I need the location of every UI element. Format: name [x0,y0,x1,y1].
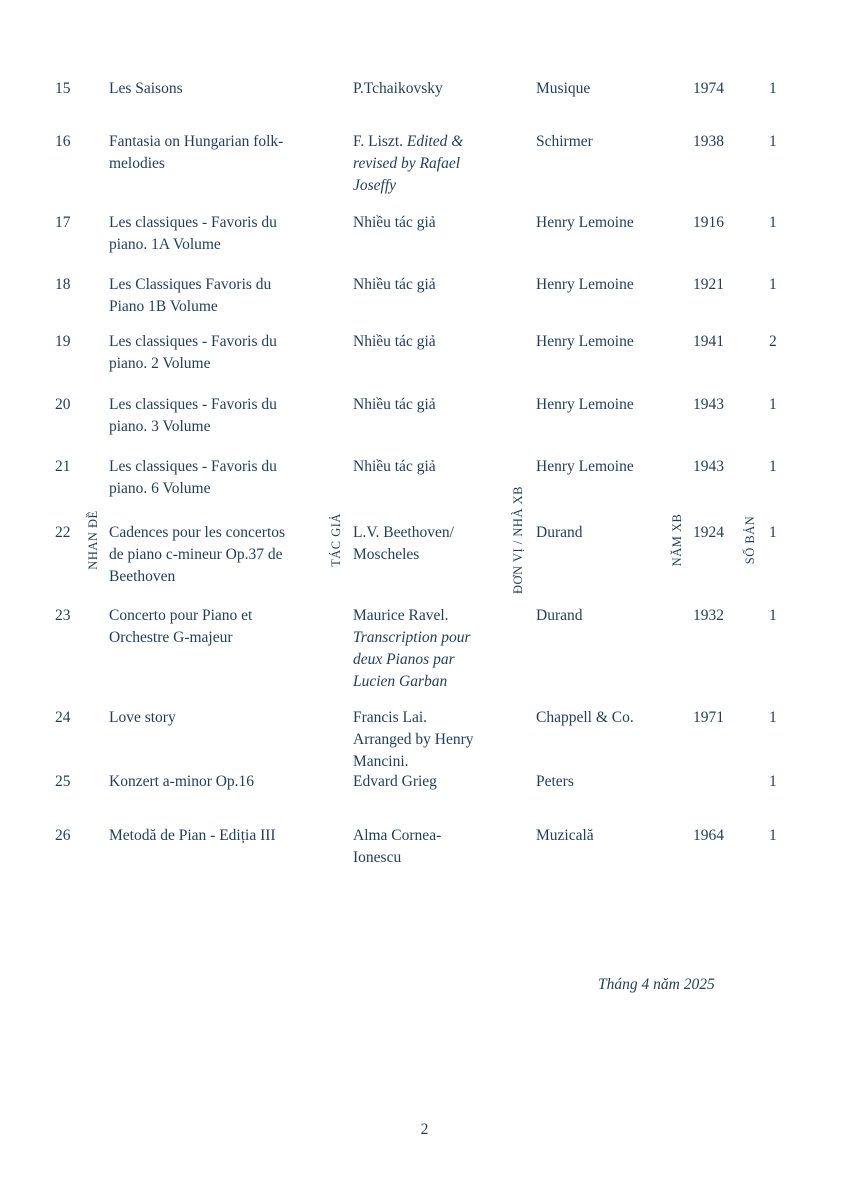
row-copies: 1 [769,396,777,413]
row-author-segment: revised by Rafael [353,155,461,172]
row-copies: 1 [769,773,777,790]
header-title-label: NHAN ĐỀ [86,510,100,570]
row-author-segment: Alma Cornea- [353,827,442,844]
row-title-line: Les classiques - Favoris du [109,214,277,231]
row-author-segment: Francis Lai. [353,709,428,726]
row-author-segment: Joseffy [353,177,397,194]
row-number: 16 [55,133,71,150]
row-author-line [353,605,449,627]
row-publisher: Schirmer [536,133,593,150]
row-copies: 1 [769,709,777,726]
row-publisher: Henry Lemoine [536,396,634,413]
row-year: 1938 [693,133,724,150]
row-author-segment: P.Tchaikovsky [353,80,443,97]
row-author-segment: Mancini. [353,753,409,770]
row-title-line: Piano 1B Volume [109,298,218,315]
row-author-line [353,212,436,234]
row-author-segment: Ionescu [353,849,402,866]
header-author-label: TÁC GIẢ [329,513,343,567]
row-author-segment: Lucien Garban [353,673,448,690]
row-title-line: Les classiques - Favoris du [109,333,277,350]
row-author-line [353,153,460,175]
row-publisher: Durand [536,607,583,624]
row-title-line: piano. 1A Volume [109,236,221,253]
row-author-segment: Nhiều tác giả [353,333,436,350]
row-year: 1916 [693,214,724,231]
row-number: 17 [55,214,71,231]
row-title-line: piano. 6 Volume [109,480,211,497]
row-title-line: Cadences pour les concertos [109,524,286,541]
row-publisher: Henry Lemoine [536,214,634,231]
row-title-line: Les Saisons [109,80,183,97]
row-year: 1974 [693,80,724,97]
row-author-segment: Edvard Grieg [353,773,437,790]
row-author-line [353,825,441,847]
row-number: 26 [55,827,71,844]
row-year: 1921 [693,276,724,293]
row-copies: 1 [769,80,777,97]
row-author-line [353,456,436,478]
row-author-segment: Edited & [406,133,464,150]
row-title-line: Les Classiques Favoris du [109,276,272,293]
row-publisher: Peters [536,773,574,790]
row-author-line [353,771,437,793]
row-author-segment: Arranged by Henry [353,731,474,748]
row-copies: 1 [769,133,777,150]
row-author-line [353,671,447,693]
row-author-line [353,544,419,566]
row-title-line: Concerto pour Piano et [109,607,253,624]
row-year: 1971 [693,709,724,726]
row-title-line: piano. 2 Volume [109,355,211,372]
row-author-line [353,729,474,751]
row-author-segment: Nhiều tác giả [353,276,436,293]
row-title-line: Fantasia on Hungarian folk- [109,133,284,150]
row-publisher: Henry Lemoine [536,458,634,475]
row-publisher: Henry Lemoine [536,333,634,350]
row-author-line [353,649,455,671]
row-title-line: Beethoven [109,568,176,585]
row-title-line: Love story [109,709,176,726]
row-copies: 2 [769,333,777,350]
row-publisher: Musique [536,80,591,97]
row-author-segment: deux Pianos par [353,651,455,668]
row-year: 1943 [693,458,724,475]
row-title-line: melodies [109,155,165,172]
row-year: 1943 [693,396,724,413]
row-author-segment: L.V. Beethoven/ [353,524,454,541]
row-number: 22 [55,524,71,541]
header-publisher-label: ĐƠN VỊ / NHÀ XB [511,486,525,594]
row-author-line [353,751,409,773]
row-number: 24 [55,709,71,726]
row-title-line: Orchestre G-majeur [109,629,233,646]
row-number: 15 [55,80,71,97]
row-title-line: Metodă de Pian - Ediția III [109,827,276,844]
row-title-line: Les classiques - Favoris du [109,396,277,413]
row-author-segment: Nhiều tác giả [353,458,436,475]
row-number: 19 [55,333,71,350]
header-year-label: NĂM XB [670,513,684,567]
document-date: Tháng 4 năm 2025 [598,976,715,993]
row-author-line [353,627,471,649]
row-author-line [353,78,443,100]
header-copies-label: SỐ BẢN [743,515,757,565]
row-author-line [353,331,436,353]
row-number: 25 [55,773,71,790]
row-copies: 1 [769,827,777,844]
row-author-segment: Nhiều tác giả [353,214,436,231]
row-title-line: de piano c-mineur Op.37 de [109,546,283,563]
row-publisher: Muzicală [536,827,594,844]
row-copies: 1 [769,524,777,541]
row-title-line: Les classiques - Favoris du [109,458,277,475]
row-copies: 1 [769,276,777,293]
row-copies: 1 [769,214,777,231]
row-number: 21 [55,458,71,475]
row-year: 1941 [693,333,724,350]
row-author-segment: Maurice Ravel. [353,607,449,624]
row-number: 20 [55,396,71,413]
row-year: 1964 [693,827,724,844]
row-number: 23 [55,607,71,624]
row-author-line [353,131,463,153]
row-author-line [353,394,436,416]
row-title-line: piano. 3 Volume [109,418,211,435]
row-author-segment: F. Liszt. [353,133,407,150]
row-author-line [353,707,427,729]
row-copies: 1 [769,458,777,475]
row-publisher: Henry Lemoine [536,276,634,293]
row-year: 1924 [693,524,724,541]
row-publisher: Chappell & Co. [536,709,634,726]
row-author-line [353,847,401,869]
page-number: 2 [420,1121,429,1138]
row-number: 18 [55,276,71,293]
row-author-segment: Moscheles [353,546,420,563]
row-author-segment: Transcription pour [353,629,471,646]
row-author-segment: Nhiều tác giả [353,396,436,413]
row-year: 1932 [693,607,724,624]
row-author-line [353,274,436,296]
row-publisher: Durand [536,524,583,541]
row-author-line [353,175,396,197]
row-title-line: Konzert a-minor Op.16 [109,773,255,790]
row-author-line [353,522,454,544]
row-copies: 1 [769,607,777,624]
